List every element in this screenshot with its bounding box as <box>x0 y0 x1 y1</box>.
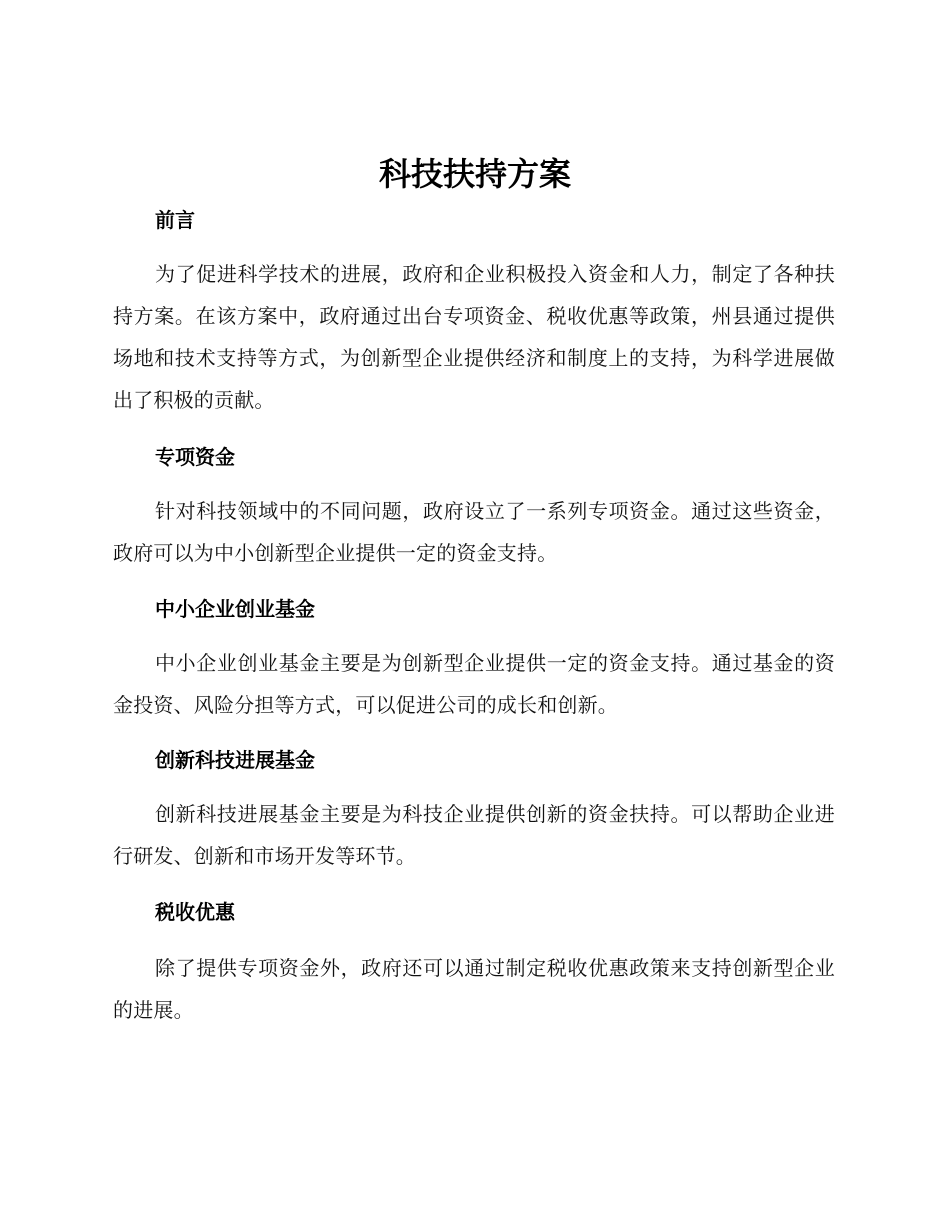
section-body-sme-fund: 中小企业创业基金主要是为创新型企业提供一定的资金支持。通过基金的资金投资、风险分担等方式，可以促进公司的成长和创新。 <box>113 651 835 717</box>
section-body-special-funds: 针对科技领域中的不同问题，政府设立了一系列专项资金。通过这些资金，政府可以为中小创新型企业提供一定的资金支持。 <box>113 499 835 565</box>
section-body-innovation-fund: 创新科技进展基金主要是为科技企业提供创新的资金扶持。可以帮助企业进行研发、创新和市场开发等环节。 <box>113 802 835 868</box>
section-heading-sme-fund: 中小企业创业基金 <box>155 597 315 621</box>
document-title: 科技扶持方案 <box>378 155 571 193</box>
section-body-preface: 为了促进科学技术的进展，政府和企业积极投入资金和人力，制定了各种扶持方案。在该方案中，政府通过出台专项资金、税收优惠等政策，州县通过提供场地和技术支持等方式，为创新型企业提供经济和制度上的支持，为科学进展做出了积极的贡献。 <box>113 262 835 412</box>
section-heading-innovation-fund: 创新科技进展基金 <box>155 748 315 772</box>
section-heading-tax-incentives: 税收优惠 <box>155 900 235 924</box>
section-heading-special-funds: 专项资金 <box>155 445 235 469</box>
section-body-tax-incentives: 除了提供专项资金外，政府还可以通过制定税收优惠政策来支持创新型企业的进展。 <box>113 956 835 1022</box>
section-heading-preface: 前言 <box>155 208 195 232</box>
